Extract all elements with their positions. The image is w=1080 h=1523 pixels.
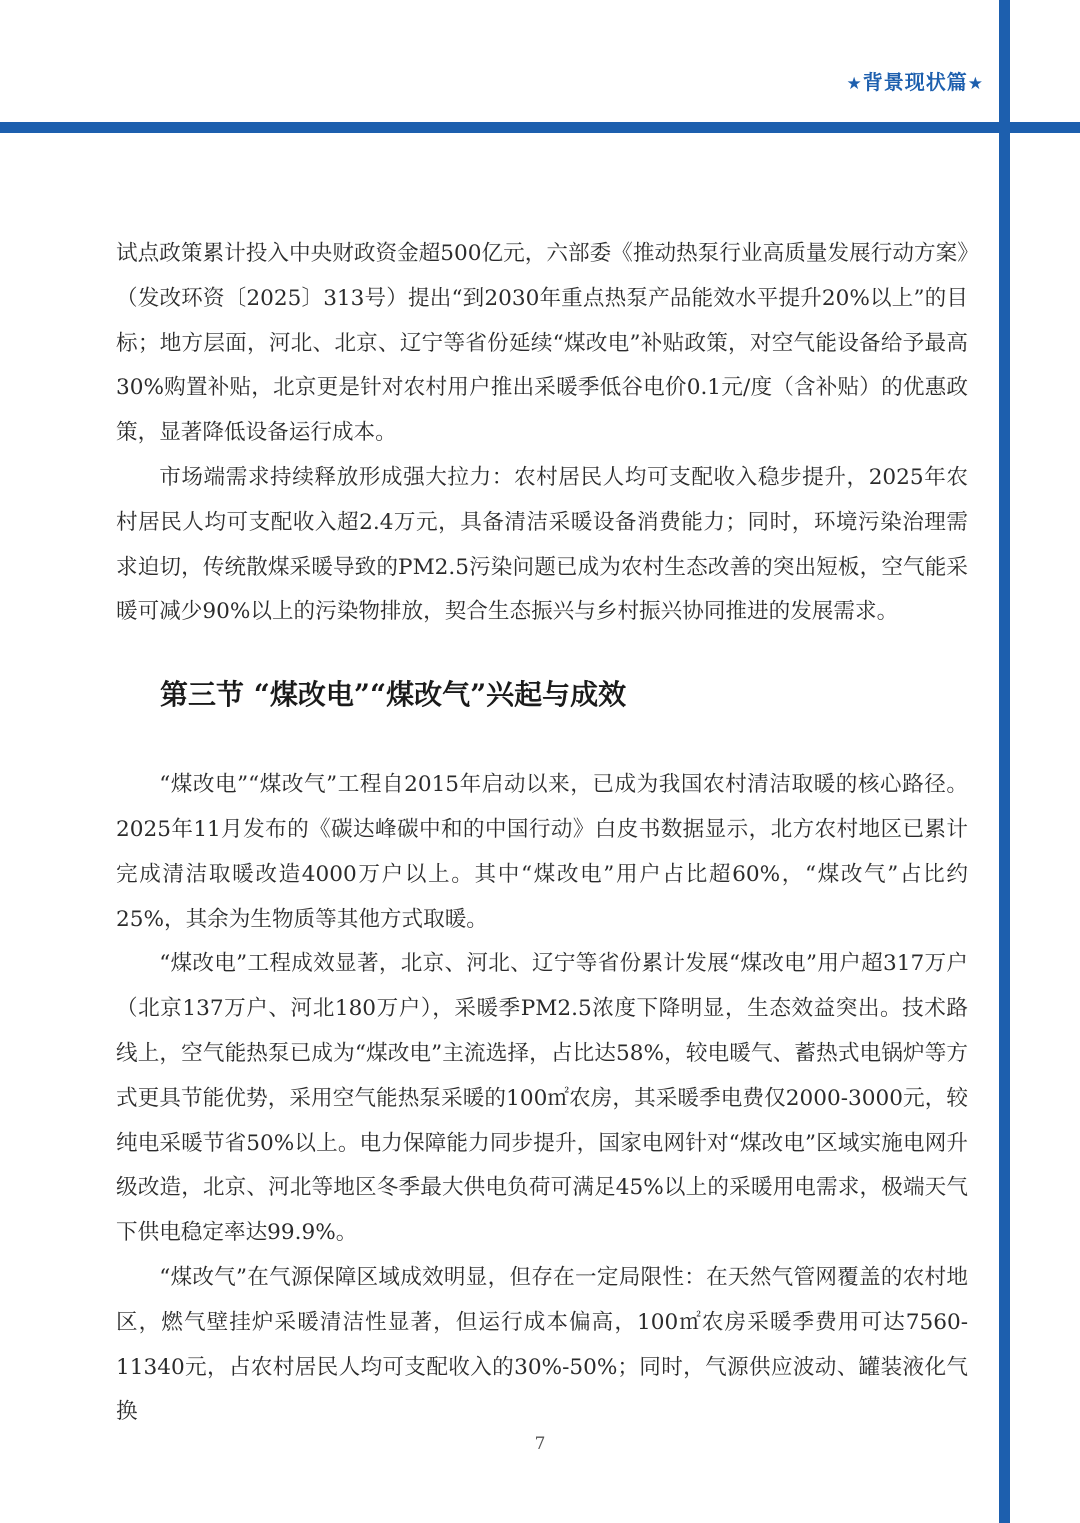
page-content — [116, 232, 968, 1435]
header-rule — [0, 122, 1080, 133]
paragraph: 市场端需求持续释放形成强大拉力：农村居民人均可支配收入稳步提升，2025年农村居民人均可支配收入超2.4万元，具备清洁采暖设备消费能力；同时，环境污染治理需求迫切，传统散煤采暖导致的PM2.5污染问题已成为农村生态改善的突出短板，空气能采暖可减少90%以上的污染物排放，契合生态振兴与乡村振兴协同推进的发展需求。 — [116, 464, 968, 625]
section-heading: 第三节 “煤改电”“煤改气”兴起与成效 — [160, 678, 627, 712]
paragraph: “煤改电”工程成效显著，北京、河北、辽宁等省份累计发展“煤改电”用户超317万户（北京137万户、河北180万户），采暖季PM2.5浓度下降明显，生态效益突出。技术路线上，空气能热泵已成为“煤改电”主流选择，占比达58%，较电暖气、蓄热式电锅炉等方式更具节能优势，采用空气能热泵采暖的100㎡农房，其采暖季电费仅2000-3000元，较纯电采暖节省50%以上。电力保障能力同步提升，国家电网针对“煤改电”区域实施电网升级改造，北京、河北等地区冬季最大供电负荷可满足45%以上的采暖用电需求，极端天气下供电稳定率达99.9%。 — [116, 951, 968, 1246]
paragraph: “煤改气”在气源保障区域成效明显，但存在一定局限性：在天然气管网覆盖的农村地区，燃气壁挂炉采暖清洁性显著，但运行成本偏高，100㎡农房采暖季费用可达7560-11340元，占农村居民人均可支配收入的30%-50%；同时，气源供应波动、罐装液化气换 — [116, 1264, 968, 1425]
star-icon: ★ — [846, 74, 863, 94]
section-tag — [847, 66, 985, 95]
section-tag-label: 背景现状篇 — [862, 70, 968, 94]
side-rule — [999, 0, 1010, 1523]
paragraph: “煤改电”“煤改气”工程自2015年启动以来，已成为我国农村清洁取暖的核心路径。2025年11月发布的《碳达峰碳中和的中国行动》白皮书数据显示，北方农村地区已累计完成清洁取暖改造4000万户以上。其中“煤改电”用户占比超60%，“煤改气”占比约25%，其余为生物质等其他方式取暖。 — [116, 772, 968, 932]
page-number: 7 — [534, 1434, 546, 1454]
star-icon: ★ — [967, 74, 984, 94]
paragraph: 试点政策累计投入中央财政资金超500亿元，六部委《推动热泵行业高质量发展行动方案》（发改环资〔2025〕313号）提出“到2030年重点热泵产品能效水平提升20%以上”的目标；地方层面，河北、北京、辽宁等省份延续“煤改电”补贴政策，对空气能设备给予最高30%购置补贴，北京更是针对农村用户推出采暖季低谷电价0.1元/度（含补贴）的优惠政策，显著降低设备运行成本。 — [116, 241, 968, 446]
